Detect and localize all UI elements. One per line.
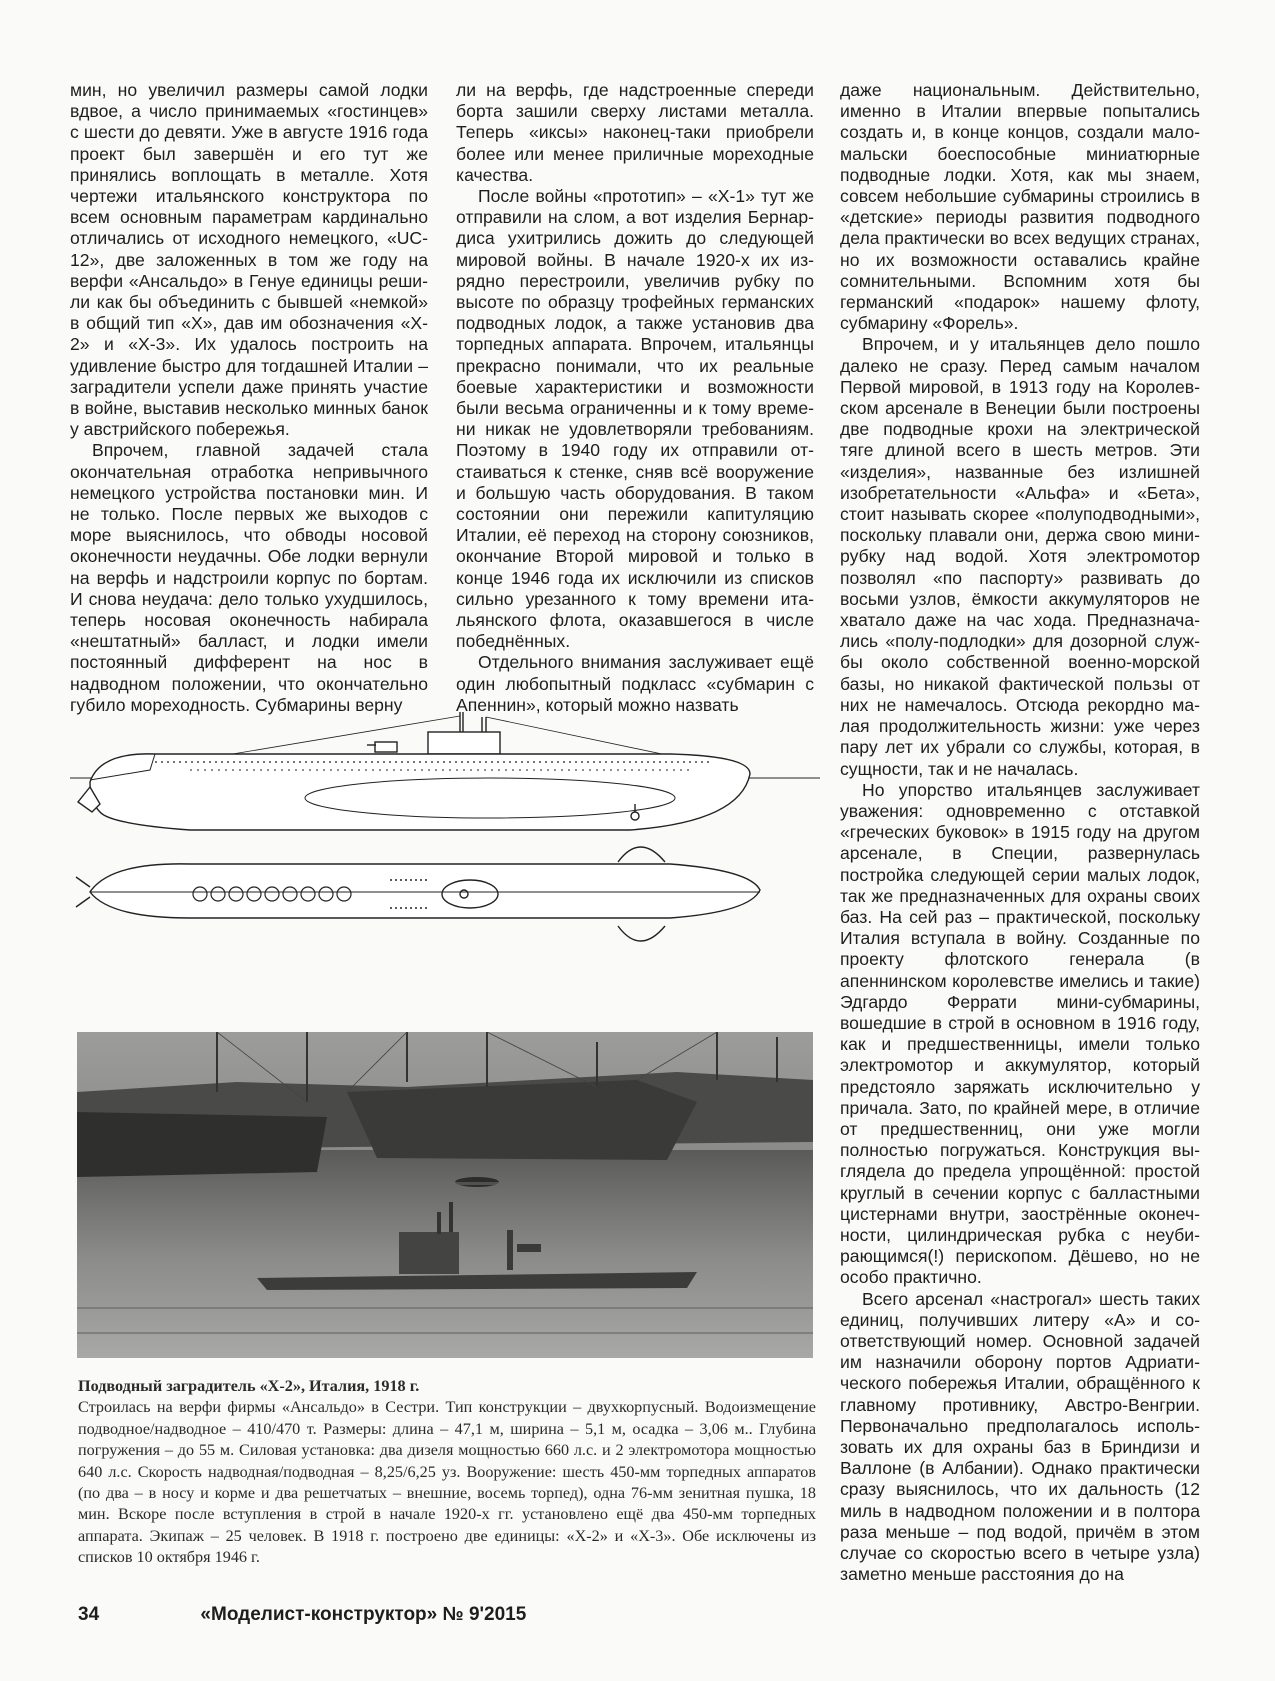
top-view [76,847,760,941]
paragraph: Но упорство итальянцев заслуживает уважения: одновременно с отставкой «греческих буковок» в 1915 году на другом арсенале, в Специи, развернулась постройка следующей серии малых лодок, так же предназначенных для охраны своих баз. На сей раз – практической, поскольку Италия вступала в войну. Созданные по проекту флотского генерала (в апеннинском королевстве имелись и такие) Эдгардо Феррати мини-субмарины, вошедшие в строй в основном в 1916 году, как и предшественницы, имели только электромотор и аккумулятор, который предстояло заряжать исключительно у причала. Зато, по крайней мере, в отличие от предшественниц, они уже могли полностью погружаться. Конструкция выглядела до предела упрощённой: простой круглый в сечении корпус с балластными цистернами внутри, заострённые оконечности, цилиндрическая рубка с неубирающимся(!) перископом. Дёшево, но не особо практично. [840,779,1200,1288]
article-column-2 [456,80,814,716]
side-view [70,712,820,830]
magazine-title: «Моделист-конструктор» № 9'2015 [200,1604,527,1625]
page-footer [78,1604,526,1626]
caption-title: Подводный заградитель «Х-2», Италия, 1918 г. [78,1377,420,1395]
article-column-3 [840,80,1200,1585]
figure-caption [78,1376,816,1569]
paragraph: Всего арсенал «настрогал» шесть таких единиц, получивших литеру «А» и соответствующий номер. Основной задачей им назначили оборону портов Адриатического побережья Италии, обращённого к главному противнику, Австро-Венгрии. Первоначально предполагалось использовать их для охраны баз в Бриндизи и Валлоне (в Албании). Однако практически сразу выяснилось, что их дальность (12 миль в надводном положении и в полтора раза меньше – под водой, причём в этом случае со скоростью всего в четыре узла) заметно меньше расстояния до на [840,1288,1200,1585]
paragraph: Впрочем, и у итальянцев дело пошло далеко не сразу. Перед самым началом Первой мировой, в 1913 году на Королевском арсенале в Венеции были построены две подводные крохи на электрической тяге длиной всего в шесть метров. Эти «изделия», названные без излишней изобретательности «Альфа» и «Бета», стоит называть скорее «полуподводными», поскольку плавали они, держа свою мини-рубку над водой. Хотя электромотор позволял «по паспорту» развивать до восьми узлов, ёмкости аккумуляторов не хватало даже на час хода. Предназначались «полу-подлодки» для дозорной службы около собственной военно-морской базы, но никакой фактической пользы от них не намечалось. Отсюда рекордно малая продолжительность жизни: уже через пару лет их убрали со службы, которая, в сущности, так и не началась. [840,334,1200,779]
paragraph: Отдельного внимания заслуживает ещё один любопытный подкласс «субмарин с Апеннин», который можно назвать [456,652,814,715]
paragraph: ли на верфь, где надстроенные спереди борта зашили сверху листами металла. Теперь «иксы» наконец-таки приобрели более или менее приличные мореходные качества. [456,80,814,185]
paragraph: После войны «прототип» – «X-1» тут же отправили на слом, а вот изделия Бернардиса ухитрились дожить до следующей мировой войны. В начале 1920-х их изрядно перестроили, увеличив рубку по высоте по образцу трофейных германских подводных лодок, а также установив два торпедных аппарата. Впрочем, итальянцы прекрасно понимали, что их реальные боевые характеристики и возможности были весьма ограниченны и к тому времени никак не удовлетворяли требованиям. Поэтому в 1940 году их отправили отстаиваться к стенке, сняв всё вооружение и большую часть оборудования. В таком состоянии они пережили капитуляцию Италии, её переход на сторону союзников, окончание Второй мировой и только в конце 1946 года их исключили из списков сильно урезанного к тому времени итальянского флота, оказавшегося в числе победнённых. [456,186,814,652]
submarine-drawing [70,712,820,1042]
page-number: 34 [78,1604,100,1625]
caption-text: Строилась на верфи фирмы «Ансальдо» в Сестри. Тип конструкции – двухкорпусный. Водоизмещение подводное/надводное – 410/470 т. Размеры: длина – 47,1 м, ширина – 5,1 м, осадка – 3,06 м.. Глубина погружения – до 55 м. Силовая установка: два дизеля мощностью 660 л.с. и 2 электромотора мощностью 640 л.с. Скорость надводная/подводная – 8,25/6,25 уз. Вооружение: шесть 450-мм торпедных аппаратов (по два – в носу и корме и два решетчатых – внешние, восемь торпед), одна 76-мм зенитная пушка, 18 мин. Вскоре после вступления в строй в начале 1920-х гг. установлено ещё два 450-мм торпедных аппарата. Экипаж – 25 человек. В 1918 г. построено две единицы: «Х-2» и «Х-3». Обе исключены из списков 10 октября 1946 г. [78,1398,816,1567]
paragraph: Впрочем, главной задачей стала окончательная отработка непривычного немецкого устройства постановки мин. И не только. После первых же выходов с море выяснилось, что обводы носовой оконечности неудачны. Обе лодки вернули на верфь и надстроили корпус по бортам. И снова неудача: дело только ухудшилось, теперь носовая оконечность набирала «нештатный» балласт, и лодки имели постоянный дифферент на нос в надводном положении, что окончательно губило мореходность. Субмарины верну [70,440,428,715]
article-column-1 [70,80,428,716]
paragraph: мин, но увеличил размеры самой лодки вдвое, а число принимаемых «гостинцев» с шести до девяти. Уже в августе 1916 года проект был завершён и его тут же принялись воплощать в металле. Хотя чертежи итальянского конструктора по всем основным параметрам кардинально отличались от исходного немецкого, «UC-12», две заложенных в том же году на верфи «Ансальдо» в Генуе единицы решили как бы объединить с бывшей «немкой» в общий тип «X», дав им обозначения «X-2» и «X-3». Их удалось построить на удивление быстро для тогдашней Италии – заградители успели даже принять участие в войне, выставив несколько минных банок у австрийского побережья. [70,80,428,440]
harbor-photo [77,1032,813,1358]
paragraph: даже национальным. Действительно, именно в Италии впервые попытались создать и, в конце концов, создали маломальски боеспособные миниатюрные подводные лодки. Хотя, как мы знаем, совсем небольшие субмарины строились в «детские» периоды развития подводного дела практически во всех ведущих странах, но их возможности оставались крайне сомнительными. Вспомним хотя бы германский «подарок» нашему флоту, субмарину «Форель». [840,80,1200,334]
